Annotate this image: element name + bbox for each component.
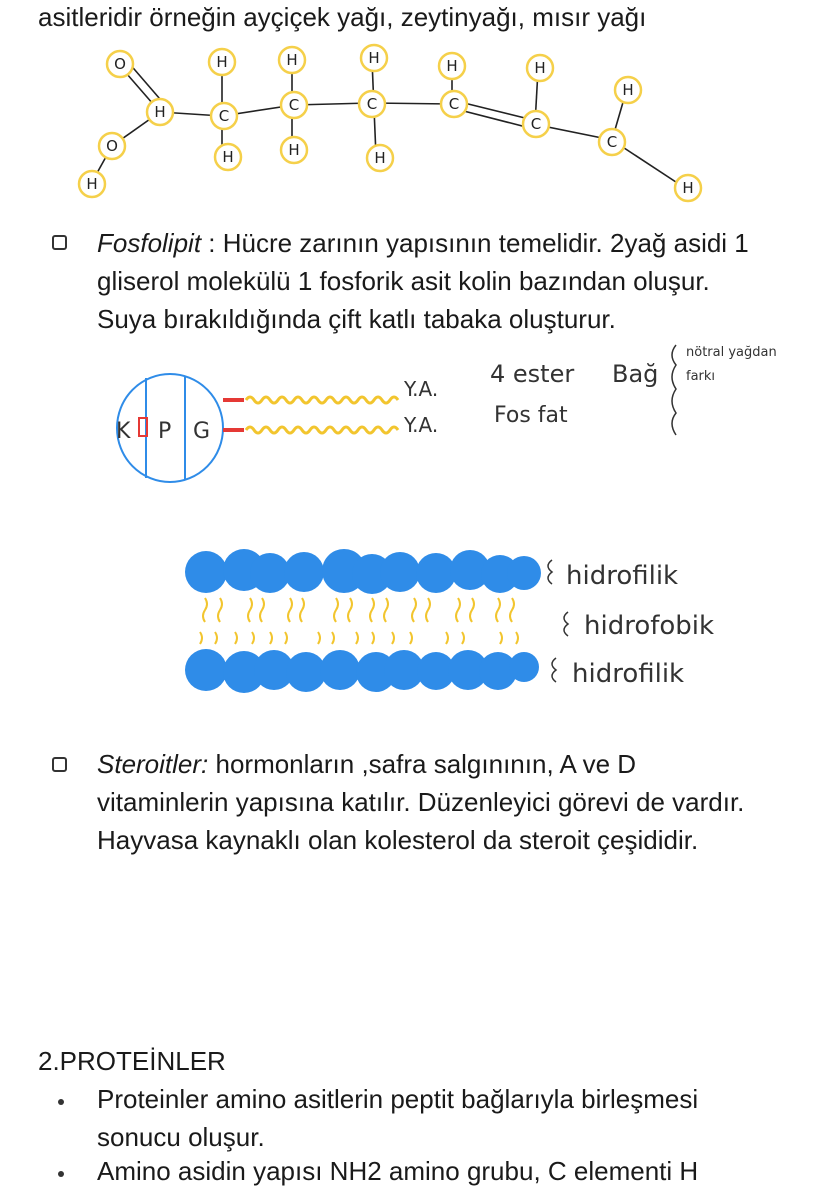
atom-label: O: [106, 137, 118, 155]
atom-label: C: [288, 96, 300, 114]
fatty-acid-structure-drawing: [0, 40, 828, 250]
fosfolipit-line-3: Suya bırakıldığında çift katlı tabaka oluşturur.: [97, 304, 616, 334]
tail-label-ya-2: Y.A.: [404, 413, 439, 437]
tail-label-ya-1: Y.A.: [404, 377, 439, 401]
steroitler-line-2: vitaminlerin yapısına katılır. Düzenleyici görevi de vardır.: [97, 787, 745, 817]
fosfolipit-sep: :: [201, 228, 223, 258]
lipid-bilayer-drawing: [0, 535, 828, 710]
steroitler-line-3: Hayvasa kaynaklı olan kolesterol da steroit çeşididir.: [97, 825, 699, 855]
bullet-icon: [58, 1099, 64, 1105]
fosfolipit-line-1: [97, 224, 749, 262]
atom-label: O: [114, 55, 126, 73]
checkbox-icon: [52, 757, 67, 772]
side-note-line-1: nötral yağdan: [686, 345, 777, 360]
side-note-line-2: farkı: [686, 369, 716, 384]
head-letter-k: K: [116, 419, 131, 444]
atom-label: H: [286, 51, 298, 69]
note-bag: Bağ: [612, 360, 659, 388]
atom-label: H: [222, 148, 234, 166]
head-letter-p: P: [158, 419, 172, 444]
atom-label: H: [622, 81, 634, 99]
atom-label: H: [374, 149, 386, 167]
atom-label: H: [86, 175, 98, 193]
atom-label: C: [448, 95, 460, 113]
head-letter-g: G: [193, 419, 211, 444]
steroitler-text-1: hormonların ,safra salgınının, A ve D: [208, 749, 637, 779]
steroitler-term: Steroitler:: [97, 749, 209, 779]
phospholipid-molecule-drawing: [0, 335, 828, 495]
bullet-icon: [58, 1171, 64, 1177]
atom-label: H: [154, 103, 166, 121]
note-ester: 4 ester: [490, 360, 575, 388]
label-hidrofobik: hidrofobik: [584, 611, 715, 641]
atom-label: C: [218, 107, 230, 125]
fosfolipit-term: Fosfolipit: [97, 228, 202, 258]
top-text-line: asitleridir örneğin ayçiçek yağı, zeytinyağı, mısır yağı: [38, 2, 647, 32]
atom-label: H: [446, 57, 458, 75]
protein-bullet-1-line-1: Proteinler amino asitlerin peptit bağlarıyla birleşmesi: [97, 1084, 699, 1114]
fosfolipit-text-1: Hücre zarının yapısının temelidir. 2yağ asidi 1: [222, 228, 749, 258]
atom-label: H: [288, 141, 300, 159]
protein-bullet-1-line-2: sonucu oluşur.: [97, 1122, 265, 1152]
atom-label: C: [606, 133, 618, 151]
atom-label: H: [682, 179, 694, 197]
steroitler-line-1: [97, 745, 636, 783]
section-heading-proteinler: 2.PROTEİNLER: [38, 1046, 226, 1076]
atom-label: C: [530, 115, 542, 133]
fosfolipit-line-2: gliserol molekülü 1 fosforik asit kolin bazından oluşur.: [97, 266, 710, 296]
label-hidrofilik-bottom: hidrofilik: [572, 659, 685, 689]
checkbox-icon: [52, 235, 67, 250]
atom-label: H: [534, 59, 546, 77]
protein-bullet-2-line-1: Amino asidin yapısı NH2 amino grubu, C elementi H: [97, 1156, 699, 1186]
note-fosfat: Fos fat: [494, 403, 568, 428]
label-hidrofilik-top: hidrofilik: [566, 561, 679, 591]
atom-label: H: [216, 53, 228, 71]
atom-label: H: [368, 49, 380, 67]
atom-label: C: [366, 95, 378, 113]
